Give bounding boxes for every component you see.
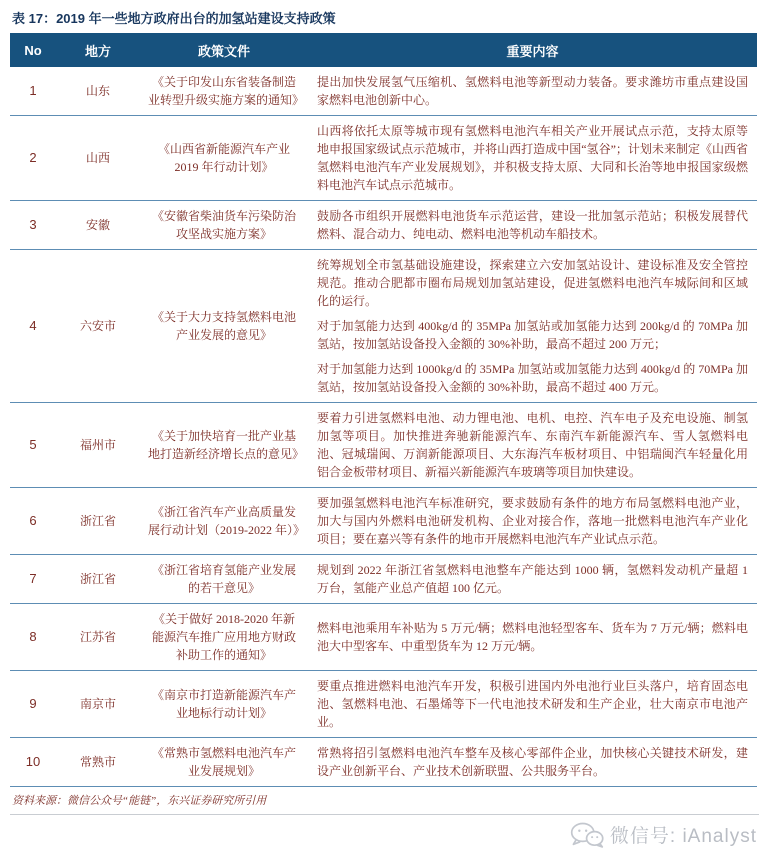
content-paragraph: 山西将依托太原等城市现有氢燃料电池汽车相关产业开展试点示范，支持太原等地申报国家级试点示范城市，并将山西打造成中国“氢谷”；计划未来制定《山西省氢燃料电池汽车产业发展规划》，并积极支持太原、大同和长治等地申报国家级燃料电池汽车试点示范城市。 xyxy=(317,124,748,192)
row-policy-doc: 《关于印发山东省装备制造业转型升级实施方案的通知》 xyxy=(140,67,308,116)
content-paragraph: 规划到 2022 年浙江省氢燃料电池整车产能达到 1000 辆，氢燃料发动机产量超 1 万台，氢能产业总产值超 100 亿元。 xyxy=(317,563,748,595)
row-policy-doc: 《南京市打造新能源汽车产业地标行动计划》 xyxy=(140,671,308,738)
row-content xyxy=(308,738,757,787)
content-paragraph: 燃料电池乘用车补贴为 5 万元/辆；燃料电池轻型客车、货车为 7 万元/辆；燃料电池大中型客车、中重型货车为 12 万元/辆。 xyxy=(317,621,748,653)
table-row xyxy=(10,488,757,555)
table-row xyxy=(10,555,757,604)
row-region: 安徽 xyxy=(56,201,140,250)
table-row xyxy=(10,403,757,488)
table-row xyxy=(10,604,757,671)
table-row xyxy=(10,250,757,403)
content-paragraph: 统筹规划全市氢基础设施建设，探索建立六安加氢站设计、建设标准及安全管控规范。推动合肥都市圈布局规划加氢站建设，促进氢燃料电池汽车城际间和区域化的运行。 xyxy=(317,258,748,308)
table-row xyxy=(10,67,757,116)
table-row xyxy=(10,116,757,201)
row-region: 江苏省 xyxy=(56,604,140,671)
row-region: 浙江省 xyxy=(56,488,140,555)
row-no: 2 xyxy=(10,116,56,201)
content-paragraph: 对于加氢能力达到 1000kg/d 的 35MPa 加氢站或加氢能力达到 400kg/d 的 70MPa 加氢站，按加氢站设备投入金额的 30%补助，最高不超过 400 万元。 xyxy=(317,362,748,394)
row-region: 南京市 xyxy=(56,671,140,738)
row-no: 6 xyxy=(10,488,56,555)
header-content: 重要内容 xyxy=(308,33,757,67)
row-region: 六安市 xyxy=(56,250,140,403)
wechat-icon xyxy=(570,822,604,848)
content-paragraph: 要加强氢燃料电池汽车标准研究，要求鼓励有条件的地方布局氢燃料电池产业，加大与国内外燃料电池研发机构、企业对接合作，落地一批燃料电池汽车产业化项目；要在嘉兴等有条件的地市开展燃料电池汽车产业试点示范。 xyxy=(317,496,748,546)
content-paragraph: 鼓励各市组织开展燃料电池货车示范运营，建设一批加氢示范站；积极发展替代燃料、混合动力、纯电动、燃料电池等机动车船技术。 xyxy=(317,209,748,241)
source-note: 资料来源：微信公众号“能链”，东兴证券研究所引用 xyxy=(10,787,759,815)
row-no: 3 xyxy=(10,201,56,250)
row-region: 山西 xyxy=(56,116,140,201)
row-content xyxy=(308,201,757,250)
row-policy-doc: 《关于大力支持氢燃料电池产业发展的意见》 xyxy=(140,250,308,403)
row-policy-doc: 《浙江省汽车产业高质量发展行动计划（2019-2022 年）》 xyxy=(140,488,308,555)
watermark xyxy=(10,815,761,858)
row-no: 9 xyxy=(10,671,56,738)
row-content xyxy=(308,488,757,555)
content-paragraph: 对于加氢能力达到 400kg/d 的 35MPa 加氢站或加氢能力达到 200kg/d 的 70MPa 加氢站，按加氢站设备投入金额的 30%补助，最高不超过 200 万元； xyxy=(317,319,748,351)
table-row xyxy=(10,738,757,787)
header-doc: 政策文件 xyxy=(140,33,308,67)
header-no: No xyxy=(10,33,56,67)
row-no: 1 xyxy=(10,67,56,116)
wechat-id-text: 微信号: iAnalyst xyxy=(609,826,757,847)
table-row xyxy=(10,671,757,738)
row-policy-doc: 《浙江省培育氢能产业发展的若干意见》 xyxy=(140,555,308,604)
table-title: 表 17：2019 年一些地方政府出台的加氢站建设支持政策 xyxy=(12,11,336,26)
row-region: 福州市 xyxy=(56,403,140,488)
policy-table xyxy=(10,33,757,787)
row-no: 7 xyxy=(10,555,56,604)
row-policy-doc: 《常熟市氢燃料电池汽车产业发展规划》 xyxy=(140,738,308,787)
row-content xyxy=(308,671,757,738)
row-content xyxy=(308,604,757,671)
row-policy-doc: 《关于做好 2018-2020 年新能源汽车推广应用地方财政补助工作的通知》 xyxy=(140,604,308,671)
content-paragraph: 要着力引进氢燃料电池、动力锂电池、电机、电控、汽车电子及充电设施、制氢加氢等项目。加快推进奔驰新能源汽车、东南汽车新能源汽车、雪人氢燃料电池、冠城瑞闽、万润新能源项目、大东海汽车板材项目、中铝瑞闽汽车轻量化用铝合金板带材项目、新福兴新能源汽车玻璃等项目加快建设。 xyxy=(317,411,748,479)
row-content xyxy=(308,250,757,403)
row-content xyxy=(308,67,757,116)
content-paragraph: 要重点推进燃料电池汽车开发，积极引进国内外电池行业巨头落户，培育固态电池、氢燃料电池、石墨烯等下一代电池技术研发和生产企业，壮大南京市电池产业。 xyxy=(317,679,748,729)
row-region: 常熟市 xyxy=(56,738,140,787)
row-no: 5 xyxy=(10,403,56,488)
row-no: 8 xyxy=(10,604,56,671)
row-no: 4 xyxy=(10,250,56,403)
row-content xyxy=(308,555,757,604)
content-paragraph: 提出加快发展氢气压缩机、氢燃料电池等新型动力装备。要求潍坊市重点建设国家燃料电池创新中心。 xyxy=(317,75,748,107)
content-paragraph: 常熟将招引氢燃料电池汽车整车及核心零部件企业，加快核心关键技术研发，建设产业创新平台、产业技术创新联盟、公共服务平台。 xyxy=(317,746,748,778)
row-content xyxy=(308,116,757,201)
header-region: 地方 xyxy=(56,33,140,67)
table-row xyxy=(10,201,757,250)
row-region: 山东 xyxy=(56,67,140,116)
table-header xyxy=(10,33,757,67)
row-region: 浙江省 xyxy=(56,555,140,604)
row-no: 10 xyxy=(10,738,56,787)
row-policy-doc: 《关于加快培育一批产业基地打造新经济增长点的意见》 xyxy=(140,403,308,488)
row-policy-doc: 《安徽省柴油货车污染防治攻坚战实施方案》 xyxy=(140,201,308,250)
row-policy-doc: 《山西省新能源汽车产业 2019 年行动计划》 xyxy=(140,116,308,201)
row-content xyxy=(308,403,757,488)
